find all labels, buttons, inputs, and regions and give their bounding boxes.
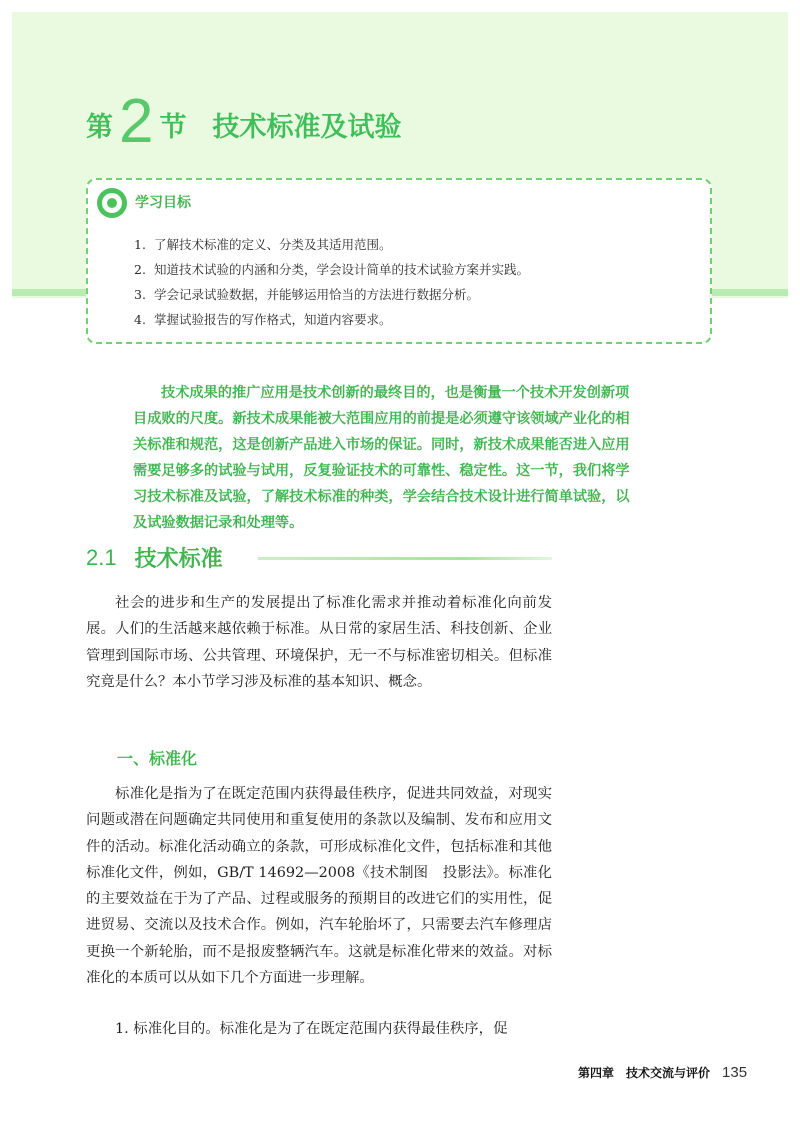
chapter-name: 技术标准及试验 (212, 112, 402, 143)
learning-objectives-box (86, 178, 712, 344)
footer-chapter: 第四章 (578, 1066, 615, 1080)
objective-item: 1. 了解技术标准的定义、分类及其适用范围。 (134, 237, 392, 252)
objective-item: 4. 掌握试验报告的写作格式，知道内容要求。 (134, 312, 392, 327)
objectives-list (134, 232, 529, 332)
target-icon (97, 188, 127, 218)
page-footer (578, 1064, 747, 1081)
section-title: 技术标准 (134, 547, 223, 572)
section-heading (86, 542, 223, 573)
body-paragraph-3: 1. 标准化目的。标准化是为了在既定范围内获得最佳秩序，促 (115, 1021, 508, 1037)
objective-item: 2. 知道技术试验的内涵和分类，学会设计简单的技术试验方案并实践。 (134, 262, 530, 277)
objectives-label: 学习目标 (135, 195, 191, 211)
objective-item: 3. 学会记录试验数据，并能够运用恰当的方法进行数据分析。 (134, 287, 480, 302)
chapter-prefix: 第 (86, 112, 113, 143)
intro-paragraph: 技术成果的推广应用是技术创新的最终目的，也是衡量一个技术开发创新项目成败的尺度。新技术成果能被大范围应用的前提是必须遵守该领域产业化的相关标准和规范，这是创新产品进入市场的保证。同时，新技术成果能否进入应用需要足够多的试验与试用，反复验证技术的可靠性、稳定性。这一节，我们将学习技术标准及试验，了解技术标准的种类，学会结合技术设计进行简单试验，以及试验数据记录和处理等。 (133, 385, 630, 531)
chapter-title (86, 78, 402, 156)
subheading-standardization: 一、标准化 (117, 749, 198, 768)
body-paragraph-1: 社会的进步和生产的发展提出了标准化需求并推动着标准化向前发展。人们的生活越来越依赖于标准。从日常的家居生活、科技创新、企业管理到国际市场、公共管理、环境保护，无一不与标准密切相关。但标准究竟是什么？本小节学习涉及标准的基本知识、概念。 (86, 595, 552, 690)
chapter-number: 2 (119, 87, 154, 156)
body-paragraph-2: 标准化是指为了在既定范围内获得最佳秩序，促进共同效益，对现实问题或潜在问题确定共同使用和重复使用的条款以及编制、发布和应用文件的活动。标准化活动确立的条款，可形成标准化文件，包括标准和其他标准化文件，例如，GB/T 14692—2008《技术制图 投影法》。标准化的主要效益在于为了产品、过程或服务的预期目的改进它们的实用性，促进贸易、交流以及技术合作。例如，汽车轮胎坏了，只需要去汽车修理店更换一个新轮胎，而不是报废整辆汽车。这就是标准化带来的效益。对标准化的本质可以从如下几个方面进一步理解。 (86, 786, 552, 987)
section-number: 2.1 (86, 544, 117, 570)
page-number: 135 (722, 1064, 748, 1081)
chapter-suffix: 节 (159, 112, 187, 143)
section-divider (258, 557, 552, 560)
footer-title: 技术交流与评价 (626, 1066, 711, 1080)
